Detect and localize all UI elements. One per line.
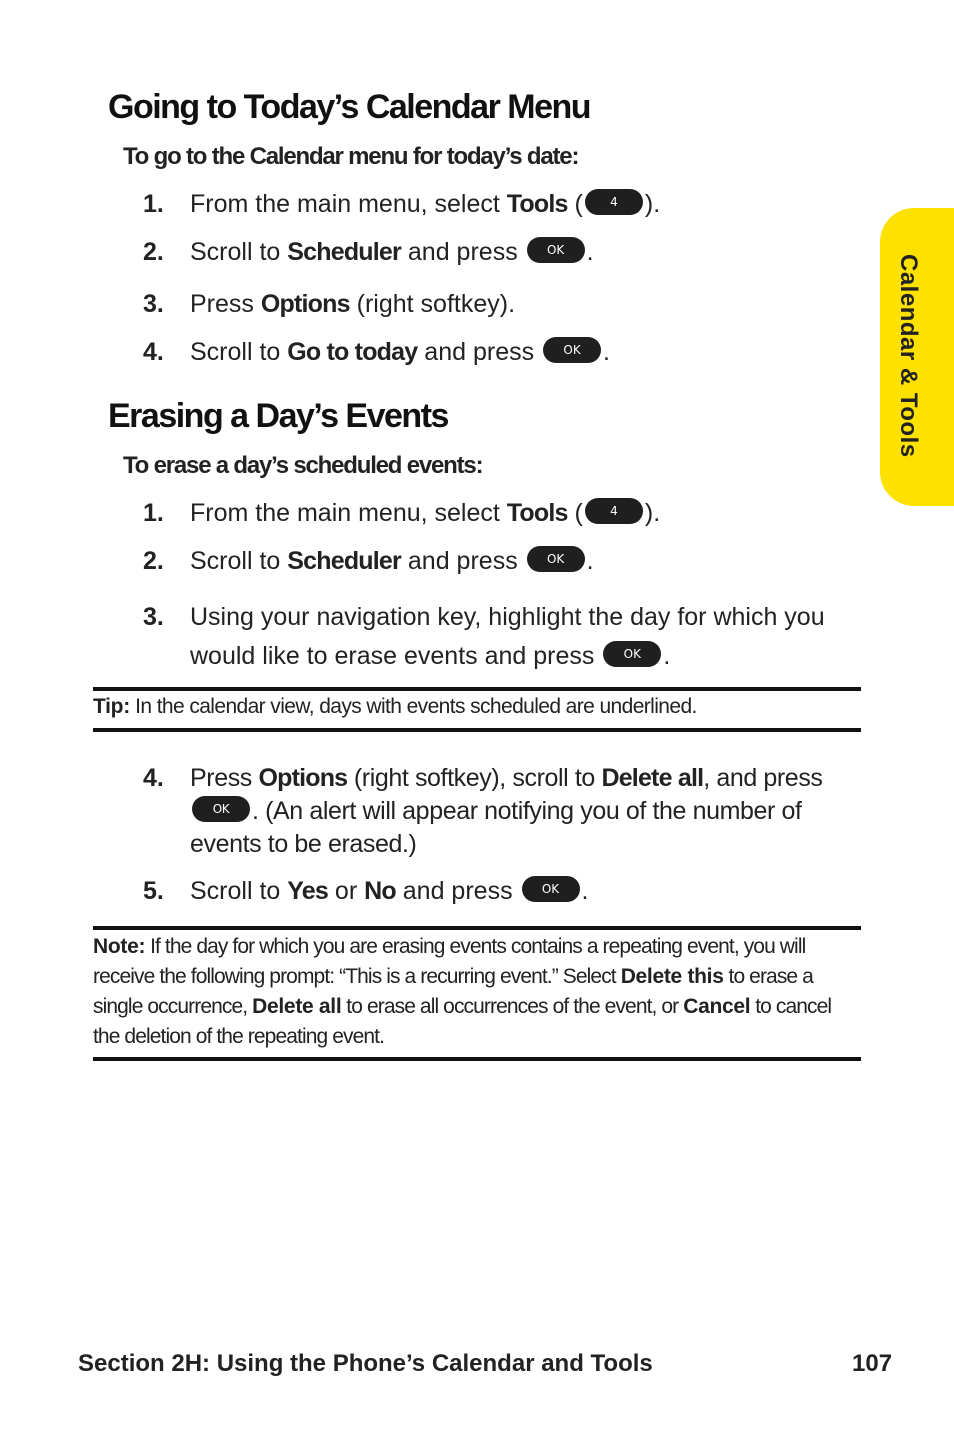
ok-key-icon: OK [192, 796, 250, 822]
key-label: Options [260, 290, 350, 318]
ok-key-icon: OK [527, 237, 585, 263]
key-label: Yes [287, 877, 328, 905]
phone-key-4-icon: 4 [585, 189, 643, 215]
step-number: 4. [143, 338, 164, 366]
side-tab [880, 208, 954, 506]
tip-box [93, 692, 861, 722]
key-label: Delete all [601, 764, 704, 792]
key-label: No [364, 877, 396, 905]
key-label: Tools [506, 499, 568, 527]
divider [93, 728, 861, 732]
key-label: Tools [506, 190, 568, 218]
step-number: 2. [143, 238, 164, 266]
note-label: Note: [93, 935, 146, 958]
section-intro: To erase a day’s scheduled events: [123, 452, 483, 479]
ok-key-icon: OK [522, 876, 580, 902]
key-label: Go to today [287, 338, 418, 366]
side-tab-label: Calendar & Tools [895, 254, 922, 458]
step-number: 3. [143, 603, 164, 631]
section-intro: To go to the Calendar menu for today’s date: [123, 143, 579, 170]
divider [93, 926, 861, 930]
step-number: 5. [143, 877, 164, 905]
phone-key-4-icon: 4 [585, 498, 643, 524]
step-number: 2. [143, 547, 164, 575]
ok-key-icon: OK [603, 641, 661, 667]
step-number: 4. [143, 764, 164, 792]
ok-key-icon: OK [543, 337, 601, 363]
key-label: Scheduler [287, 238, 401, 266]
footer-section-title: Section 2H: Using the Phone’s Calendar and Tools [78, 1350, 653, 1377]
section-title-erasing-events: Erasing a Day’s Events [108, 397, 448, 435]
tip-text: In the calendar view, days with events scheduled are underlined. [129, 695, 697, 718]
key-label: Options [258, 764, 348, 792]
step-number: 1. [143, 499, 164, 527]
divider [93, 687, 861, 691]
ok-key-icon: OK [527, 546, 585, 572]
tip-label: Tip: [93, 695, 130, 718]
page-number: 107 [852, 1350, 893, 1377]
step-number: 3. [143, 290, 164, 318]
note-box: Note: If the day for which you are erasing events contains a repeating event, you will receive the following prompt: “This is a recurring event.” Select Delete this to erase a single occurrence, Delete all to erase all occurrences of the event, or Cancel to cancel the deletion of the repeating event. [93, 935, 832, 1048]
key-label: Scheduler [287, 547, 401, 575]
section-title-going-to-today: Going to Today’s Calendar Menu [108, 88, 591, 126]
step-number: 1. [143, 190, 164, 218]
divider [93, 1057, 861, 1061]
